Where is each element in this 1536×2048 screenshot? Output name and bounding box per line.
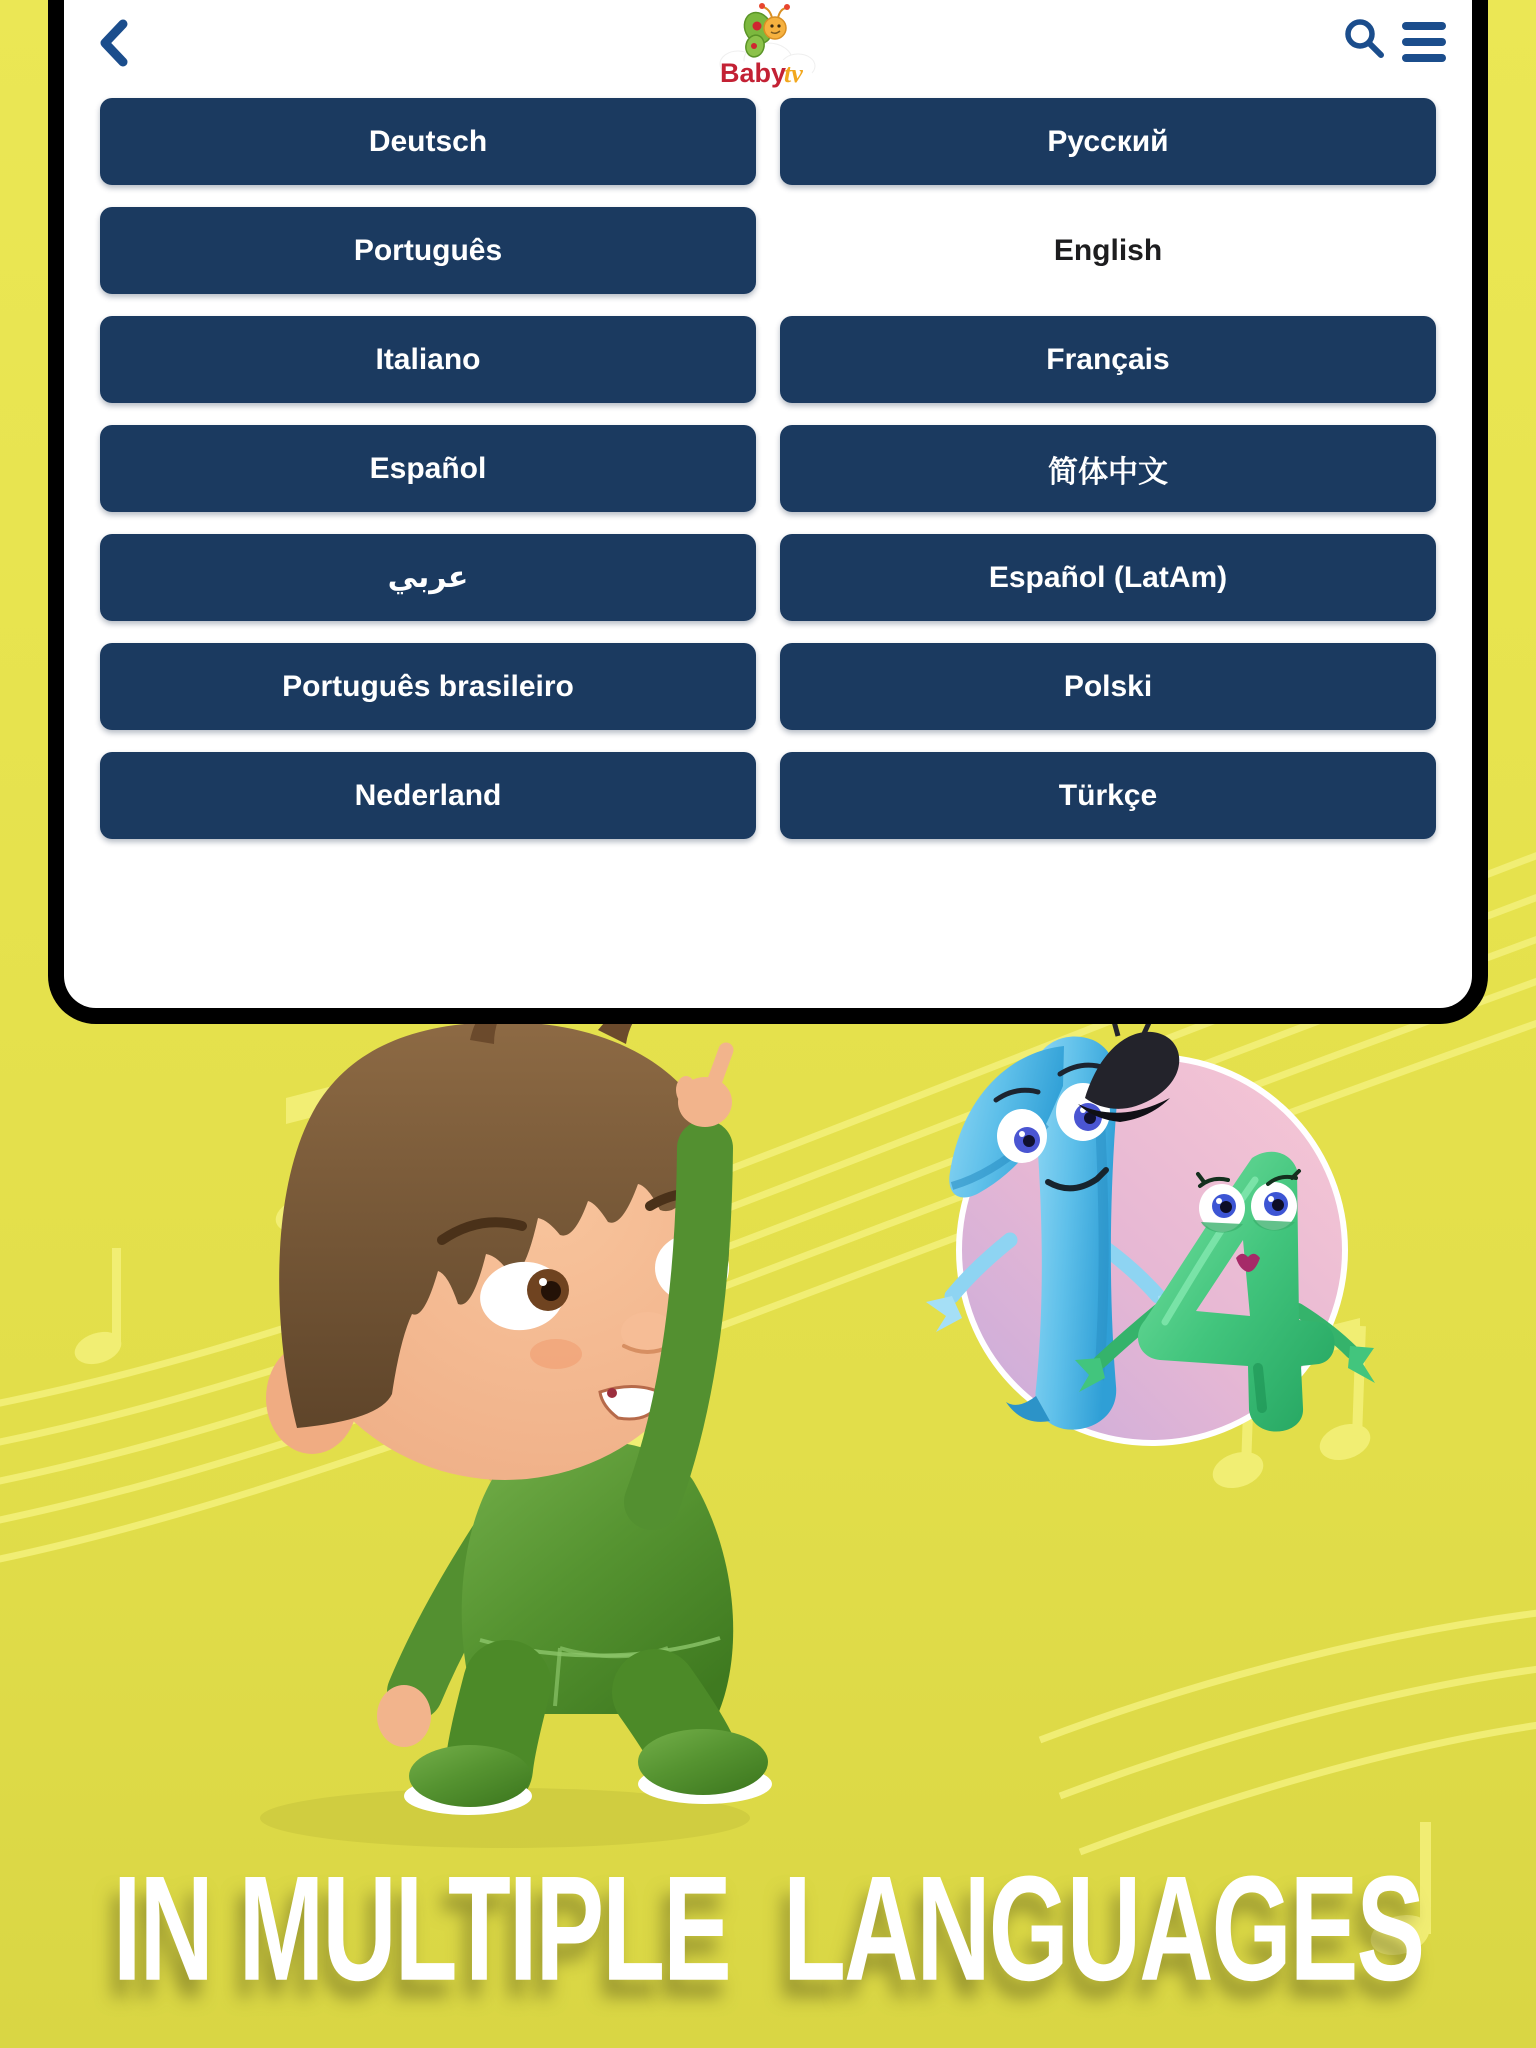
back-button[interactable] xyxy=(88,16,140,72)
search-icon xyxy=(1342,16,1388,62)
search-button[interactable] xyxy=(1342,16,1388,62)
language-button-italiano[interactable]: Italiano xyxy=(100,316,756,403)
card-header xyxy=(64,0,1472,98)
chevron-left-icon xyxy=(96,18,132,68)
language-grid xyxy=(100,98,1436,839)
language-button-english[interactable]: English xyxy=(780,207,1436,294)
language-button-deutsch[interactable]: Deutsch xyxy=(100,98,756,185)
logo-text-baby: Baby xyxy=(720,58,787,88)
language-button-espanol-latam[interactable]: Español (LatAm) xyxy=(780,534,1436,621)
language-button-russian[interactable]: Русский xyxy=(780,98,1436,185)
language-button-portugues-brasileiro[interactable]: Português brasileiro xyxy=(100,643,756,730)
language-panel xyxy=(48,0,1488,1024)
babytv-logo-icon xyxy=(706,2,830,94)
language-button-portugues[interactable]: Português xyxy=(100,207,756,294)
banner-caption: IN MULTIPLE LANGUAGES xyxy=(112,1844,1424,2011)
logo-text-tv: tv xyxy=(784,59,803,88)
language-button-nederland[interactable]: Nederland xyxy=(100,752,756,839)
language-button-arabic[interactable]: عربي xyxy=(100,534,756,621)
cheek-blush xyxy=(530,1339,582,1369)
language-button-chinese-simplified[interactable]: 简体中文 xyxy=(780,425,1436,512)
language-button-turkce[interactable]: Türkçe xyxy=(780,752,1436,839)
language-button-francais[interactable]: Français xyxy=(780,316,1436,403)
language-button-espanol[interactable]: Español xyxy=(100,425,756,512)
hamburger-icon xyxy=(1402,22,1446,30)
language-button-polski[interactable]: Polski xyxy=(780,643,1436,730)
boy-character xyxy=(260,996,772,1848)
babytv-logo[interactable] xyxy=(706,2,830,94)
menu-button[interactable] xyxy=(1402,22,1448,62)
